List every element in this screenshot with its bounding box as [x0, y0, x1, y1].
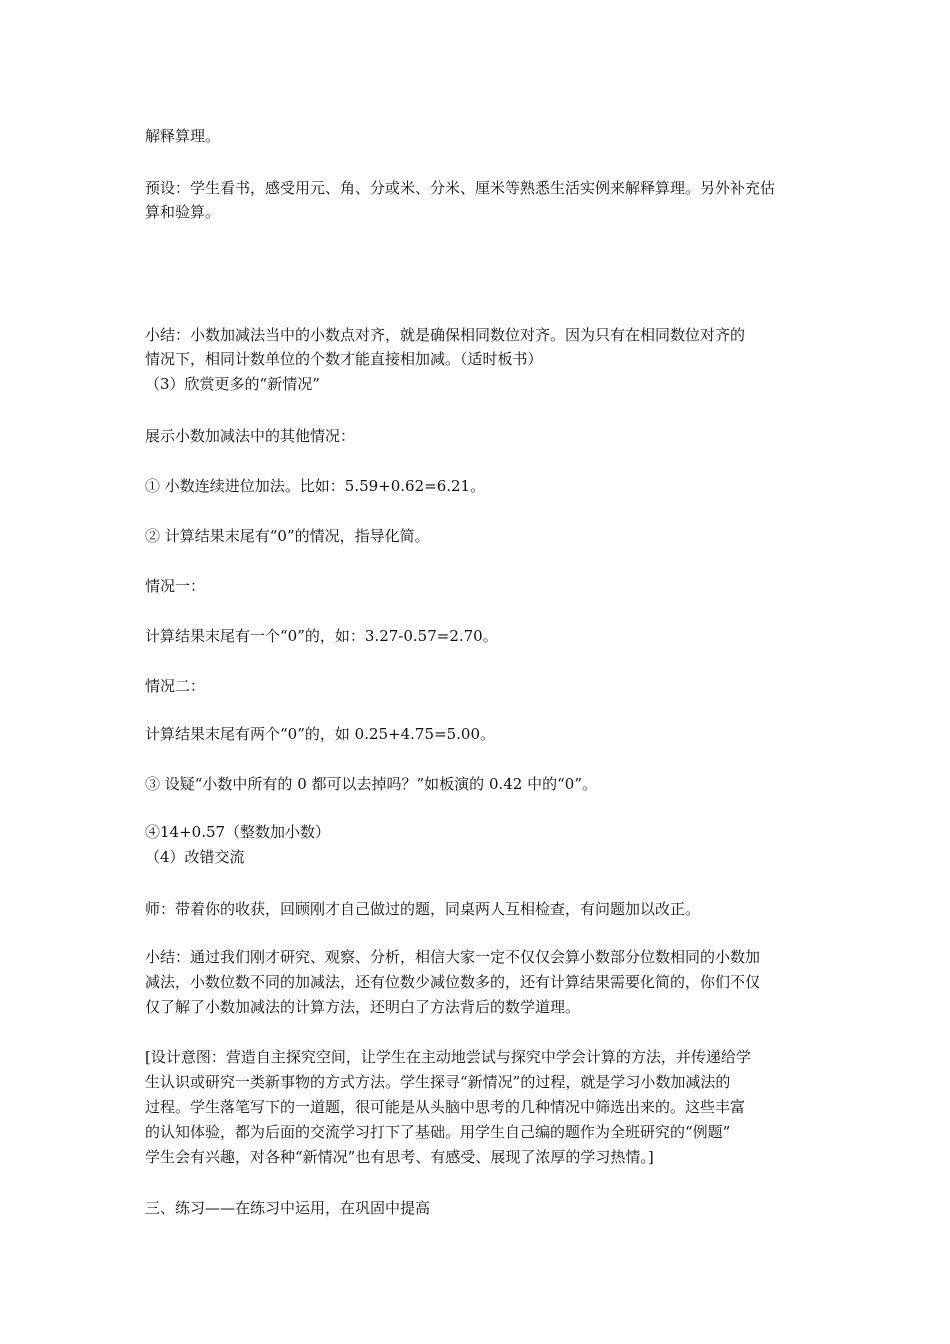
paragraph-2-line-1: 预设：学生看书，感受用元、角、分或米、分米、厘米等熟悉生活实例来解释算理。另外补充估 [145, 179, 776, 197]
paragraph-4-line-1: 展示小数加减法中的其他情况： [145, 427, 356, 445]
paragraph-14-line-2: 减法，小数位数不同的加减法，还有位数少减位数多的，还有计算结果需要化简的，你们不仅 [145, 973, 761, 991]
paragraph-14-line-1: 小结：通过我们刚才研究、观察、分析，相信大家一定不仅仅会算小数部分位数相同的小数加 [145, 948, 761, 966]
paragraph-15-line-3: 过程。学生落笔写下的一道题，很可能是从头脑中思考的几种情况中筛选出来的。这些丰富 [145, 1098, 746, 1116]
paragraph-3-line-1: 小结：小数加减法当中的小数点对齐，就是确保相同数位对齐。因为只有在相同数位对齐的 [145, 326, 746, 344]
paragraph-5-line-1: ① 小数连续进位加法。比如：5.59+0.62=6.21。 [145, 477, 486, 495]
paragraph-9-line-1: 情况二： [145, 677, 206, 695]
paragraph-8-line-1: 计算结果末尾有一个“0”的，如：3.27-0.57=2.70。 [145, 627, 498, 645]
paragraph-13-line-1: 师：带着你的收获，回顾刚才自己做过的题，同桌两人互相检查，有问题加以改正。 [145, 900, 701, 918]
paragraph-16-line-1: 三、练习——在练习中运用，在巩固中提高 [145, 1199, 431, 1217]
paragraph-1-line-1: 解释算理。 [145, 127, 221, 145]
paragraph-14-line-3: 仅了解了小数加减法的计算方法，还明白了方法背后的数学道理。 [145, 998, 581, 1016]
paragraph-15-line-5: 学生会有兴趣，对各种“新情况”也有思考、有感受、展现了浓厚的学习热情。] [145, 1148, 654, 1166]
paragraph-10-line-1: 计算结果末尾有两个“0”的，如 0.25+4.75=5.00。 [145, 725, 495, 743]
paragraph-15-line-2: 生认识或研究一类新事物的方式方法。学生探寻“新情况”的过程，就是学习小数加减法的 [145, 1073, 731, 1091]
paragraph-2-line-2: 算和验算。 [145, 203, 221, 221]
paragraph-12-line-1: ④14+0.57（整数加小数） [145, 823, 331, 841]
paragraph-3-line-2: 情况下，相同计数单位的个数才能直接相加减。（适时板书） [145, 350, 543, 368]
paragraph-6-line-1: ② 计算结果末尾有“0”的情况，指导化简。 [145, 527, 430, 545]
paragraph-15-line-1: [设计意图：营造自主探究空间，让学生在主动地尝试与探究中学会计算的方法，并传递给学 [145, 1048, 751, 1066]
paragraph-12-line-2: （4）改错交流 [145, 848, 245, 866]
paragraph-11-line-1: ③ 设疑“小数中所有的 0 都可以去掉吗？”如板演的 0.42 中的“0”。 [145, 775, 598, 793]
paragraph-3-line-3: （3）欣赏更多的“新情况” [145, 375, 320, 393]
paragraph-7-line-1: 情况一： [145, 577, 206, 595]
paragraph-15-line-4: 的认知体验，都为后面的交流学习打下了基础。用学生自己编的题作为全班研究的“例题” [145, 1123, 731, 1141]
